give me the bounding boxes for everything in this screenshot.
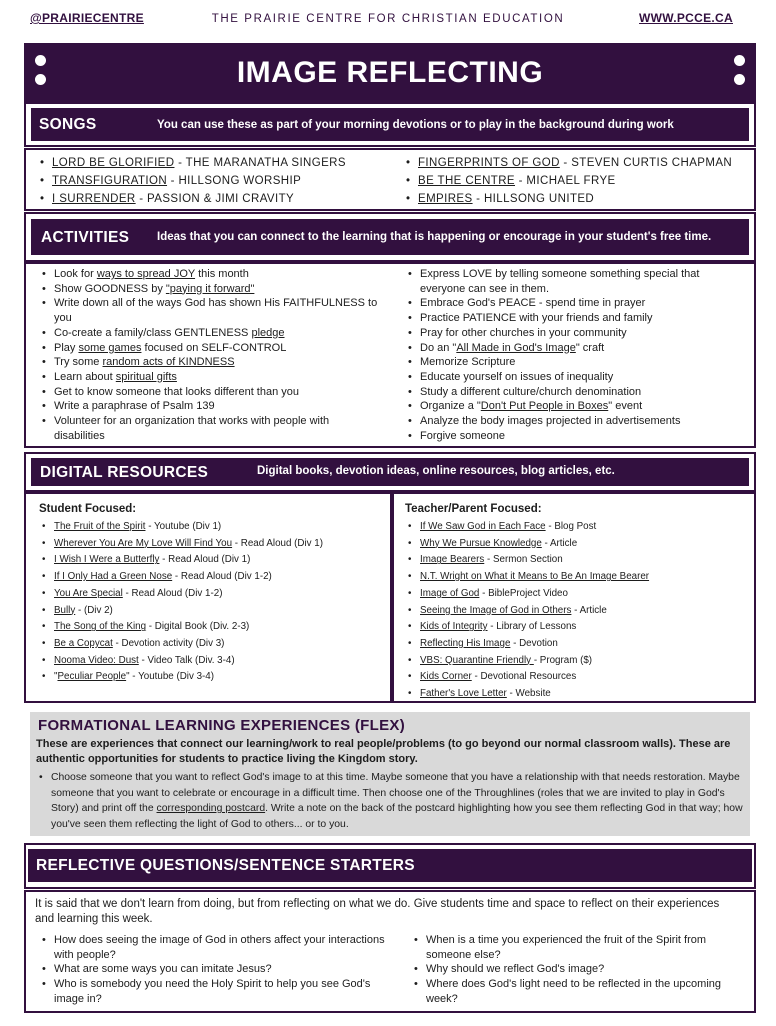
resource-link[interactable]: You Are Special [54, 587, 123, 599]
song-item: • EMPIRES - HILLSONG UNITED [403, 190, 753, 208]
digital-heading: DIGITAL RESOURCES [40, 464, 209, 481]
songs-box [24, 148, 756, 211]
activity-item: • Express LOVE by telling someone something special that everyone can see in them. [405, 267, 735, 296]
resource-link[interactable]: The Song of the King [54, 621, 147, 633]
activity-item: • Co-create a family/class GENTLENESS pledge [39, 326, 379, 341]
activity-item: • Volunteer for an organization that works with people with disabilities [39, 414, 379, 443]
activity-item: • Play some games focused on SELF-CONTROL [39, 341, 379, 356]
question-item: • Why should we reflect God's image? [411, 962, 749, 977]
teacher-heading: Teacher/Parent Focused: [405, 503, 542, 515]
song-link[interactable]: FINGERPRINTS OF GOD [418, 157, 560, 169]
question-item: • Where does God's light need to be reflected in the upcoming week? [411, 977, 749, 1006]
activity-item: • Memorize Scripture [405, 355, 735, 370]
song-item: • BE THE CENTRE - MICHAEL FRYE [403, 172, 753, 190]
activity-item: • Look for ways to spread JOY this month [39, 267, 379, 282]
resource-link[interactable]: Peculiar People [57, 671, 127, 683]
resource-link[interactable]: VBS: Quarantine Friendly [420, 654, 534, 666]
activity-item: • Organize a "Don't Put People in Boxes" event [405, 399, 735, 414]
resource-item: • Bully - (Div 2) [39, 603, 384, 620]
student-heading: Student Focused: [39, 503, 137, 515]
resource-item: • Image Bearers - Sermon Section [405, 552, 750, 569]
resource-link[interactable]: Image of God [420, 587, 480, 599]
resource-link[interactable]: Kids Corner [420, 671, 472, 683]
top-bar [0, 0, 776, 36]
resource-link[interactable]: N.T. Wright on What it Means to Be An Image Bearer [420, 571, 650, 583]
resource-item: • Seeing the Image of God in Others - Article [405, 603, 750, 620]
resource-link[interactable]: If I Only Had a Green Nose [54, 571, 173, 583]
activity-item: • Analyze the body images projected in advertisements [405, 414, 735, 429]
website-link[interactable]: WWW.PCCE.CA [639, 11, 733, 25]
reflective-intro: It is said that we don't learn from doing, but from reflecting on what we do. Give students time and space to reflect on their experiences and learning this week. [35, 898, 720, 925]
flex-item: • Choose someone that you want to reflect God's image to at this time. Maybe someone that you have a relationship with that needs restoration. Maybe someone that you want to celebrate or encourage in a difficult time. Then choose one of the Throughlines (roles that we are invited to play in God's Story) and print off the corresponding postcard. Write a note on the back of the postcard highlighting how you see them reflecting God in that way; how you've seen them reflecting the light of God to others... or to you. [36, 770, 744, 832]
flex-list [36, 770, 744, 832]
resource-item: • You Are Special - Read Aloud (Div 1-2) [39, 586, 384, 603]
organization-name: THE PRAIRIE CENTRE FOR CHRISTIAN EDUCATION [211, 13, 565, 25]
activity-link[interactable]: "paying it forward" [165, 282, 255, 295]
activities-heading: ACTIVITIES [41, 229, 130, 246]
teacher-resource-list [405, 519, 750, 703]
song-item: • I SURRENDER - PASSION & JIMI CRAVITY [37, 190, 387, 208]
activity-item: • Show GOODNESS by "paying it forward" [39, 282, 379, 297]
resource-item: • Image of God - BibleProject Video [405, 586, 750, 603]
activity-item: • Write down all of the ways God has shown His FAITHFULNESS to you [39, 296, 379, 325]
song-link[interactable]: BE THE CENTRE [418, 175, 516, 187]
page-title: IMAGE REFLECTING [236, 56, 544, 89]
activity-link[interactable]: random acts of KINDNESS [102, 356, 235, 369]
flex-heading: FORMATIONAL LEARNING EXPERIENCES (FLEX) [38, 717, 405, 734]
corresponding-postcard-link[interactable]: corresponding postcard [156, 803, 266, 814]
resource-item: • Kids Corner - Devotional Resources [405, 669, 750, 686]
question-item: • When is a time you experienced the fruit of the Spirit from someone else? [411, 933, 749, 962]
activity-item: • Pray for other churches in your community [405, 326, 735, 341]
resource-link[interactable]: Father's Love Letter [420, 688, 507, 700]
song-item: • TRANSFIGURATION - HILLSONG WORSHIP [37, 172, 387, 190]
activity-link[interactable]: spiritual gifts [115, 370, 177, 383]
activities-subtitle: Ideas that you can connect to the learning that is happening or encourage in your student's free time. [157, 231, 712, 243]
resource-link[interactable]: Why We Pursue Knowledge [420, 537, 542, 549]
resource-item: • Reflecting His Image - Devotion [405, 636, 750, 653]
title-banner [24, 43, 756, 102]
resource-item: • The Song of the King - Digital Book (Div. 2-3) [39, 619, 384, 636]
resource-link[interactable]: Seeing the Image of God in Others [420, 604, 572, 616]
resource-item: • If I Only Had a Green Nose - Read Aloud (Div 1-2) [39, 569, 384, 586]
question-item: • How does seeing the image of God in others affect your interactions with people? [39, 933, 399, 962]
resource-link[interactable]: I Wish I Were a Butterfly [54, 554, 160, 566]
student-resources-box [24, 492, 392, 703]
digital-subtitle: Digital books, devotion ideas, online resources, blog articles, etc. [257, 465, 615, 477]
question-item: • Who is somebody you need the Holy Spirit to help you see God's image in? [39, 977, 399, 1006]
reflective-header [28, 849, 752, 882]
resource-item: • I Wish I Were a Butterfly - Read Aloud (Div 1) [39, 552, 384, 569]
resource-link[interactable]: The Fruit of the Spirit [54, 521, 146, 532]
activity-link[interactable]: All Made in God's Image [456, 341, 576, 354]
activity-item: • Write a paraphrase of Psalm 139 [39, 399, 379, 414]
flex-intro: These are experiences that connect our learning/work to real people/problems (to go beyond our normal classroom walls). These are authentic opportunities for students to practice living the Kingdom story. [36, 738, 731, 765]
songs-list-right [403, 154, 753, 208]
activity-item: • Get to know someone that looks different than you [39, 385, 379, 400]
activity-item: • Try some random acts of KINDNESS [39, 355, 379, 370]
reflective-heading: REFLECTIVE QUESTIONS/SENTENCE STARTERS [36, 857, 415, 874]
songs-subtitle: You can use these as part of your morning devotions or to play in the background during work [157, 119, 674, 131]
activity-item: • Practice PATIENCE with your friends and family [405, 311, 735, 326]
social-handle-link[interactable]: @PRAIRIECENTRE [30, 11, 144, 25]
resource-item: • Wherever You Are My Love Will Find You - Read Aloud (Div 1) [39, 536, 384, 553]
song-item: • FINGERPRINTS OF GOD - STEVEN CURTIS CHAPMAN [403, 154, 753, 172]
activity-item: • Educate yourself on issues of inequality [405, 370, 735, 385]
digital-header [31, 458, 749, 486]
activity-link[interactable]: some games [78, 341, 142, 354]
songs-header [31, 108, 749, 141]
activity-link[interactable]: ways to spread JOY [96, 268, 196, 280]
resource-item: • VBS: Quarantine Friendly - Program ($) [405, 653, 750, 670]
activities-box [24, 262, 756, 448]
resource-link[interactable]: Reflecting His Image [420, 637, 511, 649]
activities-list-left [39, 267, 379, 443]
resource-item: • Be a Copycat - Devotion activity (Div 3) [39, 636, 384, 653]
song-link[interactable]: LORD BE GLORIFIED [52, 157, 175, 169]
reflective-list-right [411, 933, 749, 1007]
resource-item: • Kids of Integrity - Library of Lessons [405, 619, 750, 636]
resource-item: • Nooma Video: Dust - Video Talk (Div. 3-4) [39, 653, 384, 670]
resource-item: • If We Saw God in Each Face - Blog Post [405, 519, 750, 536]
resource-item: • Father's Love Letter - Website [405, 686, 750, 703]
resource-item [405, 569, 750, 586]
resource-link[interactable]: Bully [54, 604, 76, 616]
student-resource-list [39, 519, 384, 686]
resource-item: • The Fruit of the Spirit - Youtube (Div 1) [39, 519, 384, 536]
teacher-resources-box [392, 492, 756, 703]
songs-heading: SONGS [39, 116, 97, 133]
activity-link[interactable]: Don't Put People in Boxes [480, 400, 609, 413]
song-link[interactable]: TRANSFIGURATION [52, 175, 168, 187]
activity-item: • Do an "All Made in God's Image" craft [405, 341, 735, 356]
activity-item: • Embrace God's PEACE - spend time in prayer [405, 296, 735, 311]
activity-item: • Forgive someone [405, 429, 735, 444]
resource-item: • "Peculiar People" - Youtube (Div 3-4) [39, 669, 384, 686]
activity-link[interactable]: pledge [251, 326, 285, 339]
activities-list-right [405, 267, 735, 443]
activity-item: • Study a different culture/church denomination [405, 385, 735, 400]
flex-section [30, 712, 750, 836]
song-link[interactable]: I SURRENDER [52, 193, 136, 205]
resource-item: • Why We Pursue Knowledge - Article [405, 536, 750, 553]
resource-link[interactable]: Nooma Video: Dust [54, 654, 139, 666]
song-link[interactable]: EMPIRES [418, 193, 473, 205]
activity-item: • Learn about spiritual gifts [39, 370, 379, 385]
resource-link[interactable]: If We Saw God in Each Face [420, 521, 546, 532]
resource-link[interactable]: Wherever You Are My Love Will Find You [54, 537, 233, 549]
resource-link[interactable]: Be a Copycat [54, 637, 113, 649]
reflective-list-left [39, 933, 399, 1007]
activities-header [31, 219, 749, 255]
question-item: • What are some ways you can imitate Jesus? [39, 962, 399, 977]
resource-link[interactable]: Kids of Integrity [420, 621, 488, 633]
song-item: • LORD BE GLORIFIED - THE MARANATHA SINGERS [37, 154, 387, 172]
songs-list-left [37, 154, 387, 208]
resource-link[interactable]: Image Bearers [420, 554, 485, 566]
